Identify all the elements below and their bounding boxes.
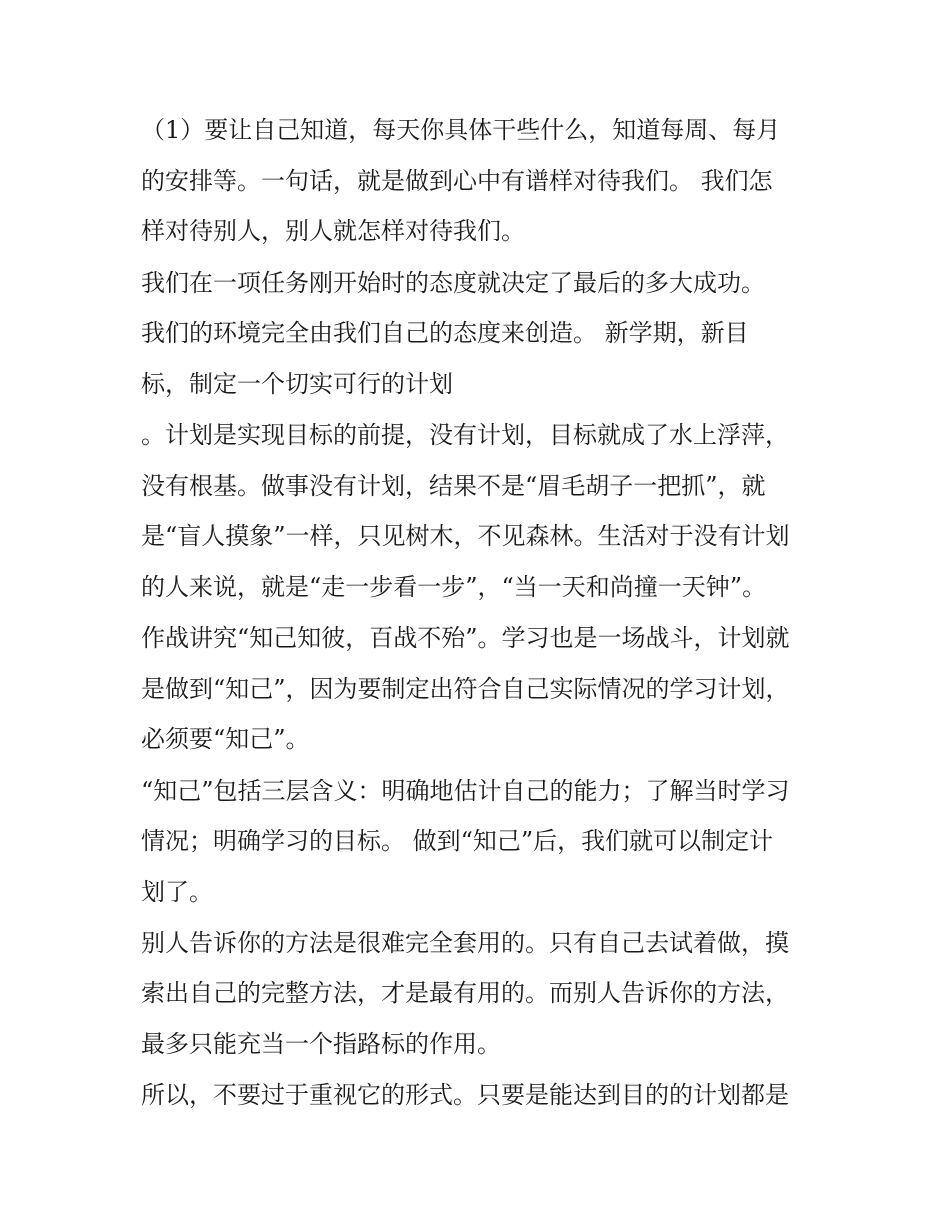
text-line: 标，制定一个切实可行的计划 xyxy=(141,370,453,398)
text-line: 划了。 xyxy=(141,878,213,906)
text-line: 是“盲人摸象”一样，只见树木，不见森林。生活对于没有计划 xyxy=(141,522,790,550)
text-line: 我们在一项任务刚开始时的态度就决定了最后的多大成功。 xyxy=(141,269,765,297)
text-line: 的人来说，就是“走一步看一步”，“当一天和尚撞一天钟”。 xyxy=(141,573,767,601)
text-line: 样对待别人，别人就怎样对待我们。 xyxy=(141,217,525,245)
text-line: 是做到“知己”，因为要制定出符合自己实际情况的学习计划， xyxy=(141,675,790,703)
text-line: 必须要“知己”。 xyxy=(141,725,310,753)
text-line: 没有根基。做事没有计划，结果不是“眉毛胡子一把抓”，就 xyxy=(141,472,766,500)
text-line: 别人告诉你的方法是很难完全套用的。只有自己去试着做，摸 xyxy=(141,929,789,957)
text-line: 最多只能充当一个指路标的作用。 xyxy=(141,1030,501,1058)
text-line: 所以，不要过于重视它的形式。只要是能达到目的的计划都是 xyxy=(141,1081,789,1109)
text-line: 索出自己的完整方法，才是最有用的。而别人告诉你的方法， xyxy=(141,979,789,1007)
text-line: 情况；明确学习的目标。 做到“知己”后，我们就可以制定计 xyxy=(141,827,774,855)
text-line: 我们的环境完全由我们自己的态度来创造。 新学期，新目 xyxy=(141,319,749,347)
text-line: “知己”包括三层含义：明确地估计自己的能力；了解当时学习 xyxy=(141,777,790,805)
text-line: （1）要让自己知道，每天你具体干些什么，知道每周、每月 xyxy=(141,116,781,144)
text-line: 。计划是实现目标的前提，没有计划，目标就成了水上浮萍， xyxy=(141,421,789,449)
text-line: 的安排等。一句话，就是做到心中有谱样对待我们。 我们怎 xyxy=(141,167,773,195)
text-line: 作战讲究“知己知彼，百战不殆”。学习也是一场战斗，计划就 xyxy=(141,624,790,652)
